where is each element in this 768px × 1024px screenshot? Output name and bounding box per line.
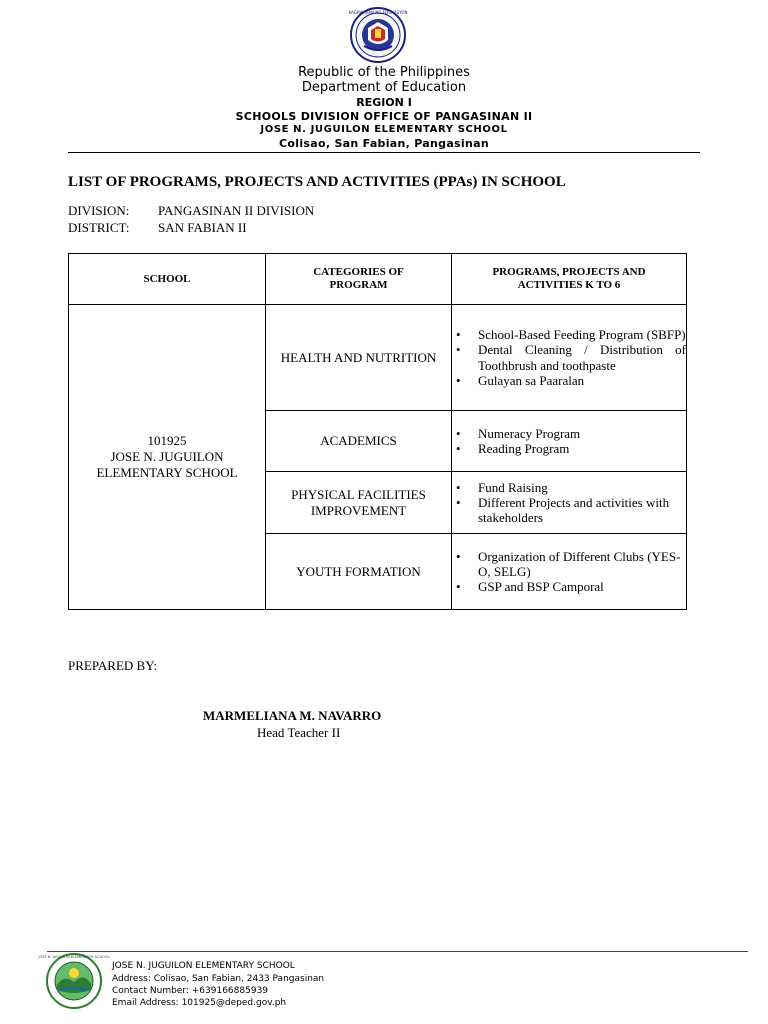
- list-item: • Numeracy Program: [478, 426, 686, 441]
- list-item: • Dental Cleaning / Distribution of Toothbrush and toothpaste: [478, 342, 686, 372]
- division-row: [68, 203, 314, 219]
- table-row: [69, 305, 687, 411]
- school-logo: [38, 952, 110, 1010]
- list-item: • Fund Raising: [478, 480, 686, 495]
- header-divider: [68, 152, 700, 153]
- republic-text: Republic of the Philippines: [298, 65, 470, 80]
- division-label: DIVISION:: [68, 203, 130, 218]
- list-item: • School-Based Feeding Program (SBFP): [478, 327, 686, 342]
- ppa-cell: [452, 472, 687, 534]
- school-name-line1: JOSE N. JUGUILON: [110, 449, 224, 464]
- ppa-cell: [452, 534, 687, 610]
- school-cell: [69, 305, 266, 610]
- table-header-row: [69, 254, 687, 305]
- school-id: 101925: [147, 433, 187, 448]
- category-cell: PHYSICAL FACILITIES IMPROVEMENT: [266, 472, 452, 534]
- list-item: • Organization of Different Clubs (YES-O, SELG): [478, 549, 686, 579]
- ppa-list: [452, 327, 686, 388]
- ppa-cell: [452, 411, 687, 472]
- footer-email: Email Address: 101925@deped.gov.ph: [112, 998, 287, 1008]
- district-row: [68, 220, 247, 236]
- svg-text:KAGAWARAN NG EDUKASYON: KAGAWARAN NG EDUKASYON: [348, 10, 408, 15]
- school-name-line2: ELEMENTARY SCHOOL: [96, 465, 238, 480]
- region-text: REGION I: [356, 96, 412, 109]
- list-item: • Reading Program: [478, 441, 686, 456]
- header-ppas: PROGRAMS, PROJECTS AND ACTIVITIES K TO 6: [452, 254, 687, 305]
- division-office-text: SCHOOLS DIVISION OFFICE OF PANGASINAN II: [235, 110, 533, 123]
- document-title: LIST OF PROGRAMS, PROJECTS AND ACTIVITIES (PPAs) IN SCHOOL: [68, 174, 566, 190]
- department-text: Department of Education: [301, 80, 467, 95]
- svg-text:JOSE N. JUGUILON ELEMENTARY SC: JOSE N. JUGUILON ELEMENTARY SCHOOL: [38, 955, 110, 959]
- division-value: PANGASINAN II DIVISION: [158, 203, 315, 218]
- signatory-role: Head Teacher II: [257, 725, 341, 740]
- category-cell: ACADEMICS: [266, 411, 452, 472]
- footer-contact: Contact Number: +639166885939: [112, 986, 269, 996]
- signatory-name: MARMELIANA M. NAVARRO: [203, 708, 382, 723]
- prepared-by-label: PREPARED BY:: [68, 658, 157, 673]
- list-item: • Different Projects and activities with stakeholders: [478, 495, 686, 525]
- school-address-text: Colisao, San Fabian, Pangasinan: [279, 137, 489, 150]
- deped-seal-logo: [342, 6, 414, 64]
- ppa-table: [68, 253, 687, 610]
- header-school: SCHOOL: [69, 254, 266, 305]
- ppa-cell: [452, 305, 687, 411]
- footer-school: JOSE N. JUGUILON ELEMENTARY SCHOOL: [112, 961, 295, 971]
- district-label: DISTRICT:: [68, 220, 130, 235]
- ppa-list: [452, 426, 686, 456]
- header-categories: CATEGORIES OF PROGRAM: [266, 254, 452, 305]
- list-item: • Gulayan sa Paaralan: [478, 373, 686, 388]
- category-cell: YOUTH FORMATION: [266, 534, 452, 610]
- school-header-text: JOSE N. JUGUILON ELEMENTARY SCHOOL: [260, 124, 508, 135]
- district-value: SAN FABIAN II: [158, 220, 247, 235]
- ppa-list: [452, 480, 686, 526]
- ppa-list: [452, 549, 686, 595]
- list-item: • GSP and BSP Camporal: [478, 579, 686, 594]
- footer-divider: [47, 951, 748, 952]
- category-cell: HEALTH AND NUTRITION: [266, 305, 452, 411]
- footer-address: Address: Colisao, San Fabian, 2433 Pangasinan: [112, 974, 325, 984]
